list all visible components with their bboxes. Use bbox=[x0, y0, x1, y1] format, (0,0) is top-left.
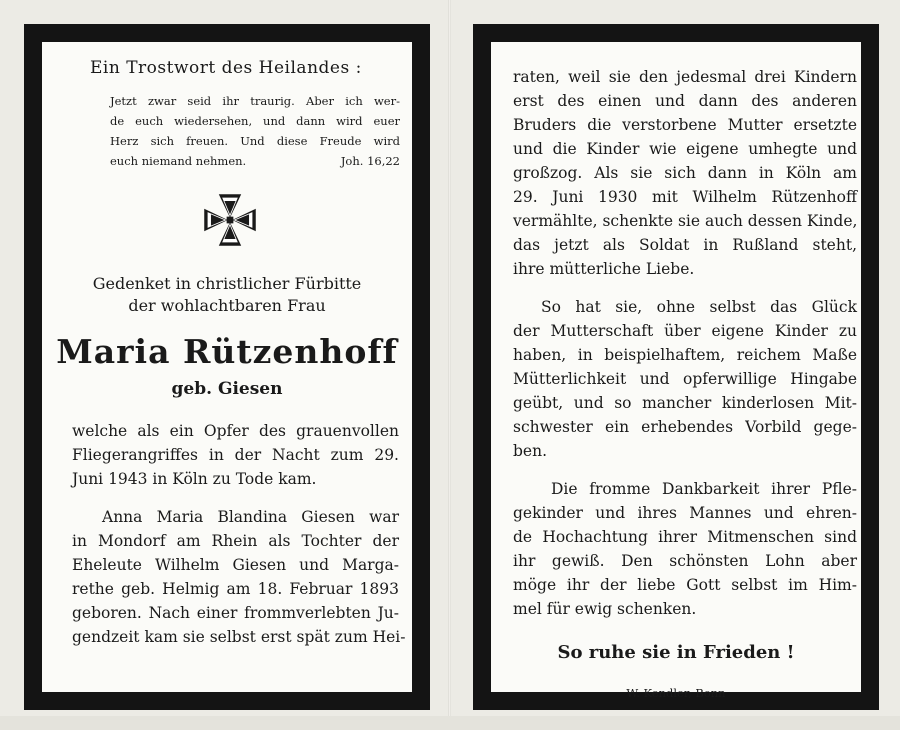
body-line: großzog. Als sie sich dann in Köln am bbox=[513, 164, 857, 182]
left-card-page bbox=[42, 42, 412, 692]
bio-line: Anna Maria Blandina Giesen war bbox=[102, 508, 399, 526]
body-line: gekinder und ihres Mannes und ehren- bbox=[513, 504, 857, 522]
body-line: ben. bbox=[513, 442, 548, 460]
body-line: der Mutterschaft über eigene Kinder zu bbox=[513, 322, 857, 340]
body-line: vermählte, schenkte sie auch dessen Kinde, bbox=[513, 212, 858, 230]
death-line: Juni 1943 in Köln zu Tode kam. bbox=[72, 470, 317, 488]
iron-cross-icon bbox=[202, 192, 258, 248]
card-fold bbox=[448, 0, 451, 730]
printer-credit: W. Kendler, Bonn bbox=[626, 686, 726, 700]
body-line: Bruders die verstorbene Mutter ersetzte bbox=[513, 116, 857, 134]
bio-line: gendzeit kam sie selbst erst spät zum Hei- bbox=[72, 628, 406, 646]
death-line: Fliegerangriffes in der Nacht zum 29. bbox=[72, 446, 399, 464]
body-line: 29. Juni 1930 mit Wilhelm Rützenhoff bbox=[513, 188, 857, 206]
maiden-name: geb. Giesen bbox=[171, 379, 283, 399]
right-card-border bbox=[473, 24, 879, 710]
body-line: haben, in beispielhaftem, reichem Maße bbox=[513, 346, 857, 364]
closing-blessing: So ruhe sie in Frieden ! bbox=[557, 642, 795, 663]
body-line: Mütterlichkeit und opferwillige Hingabe bbox=[513, 370, 857, 388]
body-line: schwester ein erhebendes Vorbild gege- bbox=[513, 418, 857, 436]
bio-line: in Mondorf am Rhein als Tochter der bbox=[72, 532, 399, 550]
deceased-name: Maria Rützenhoff bbox=[56, 332, 398, 371]
scripture-heading: Ein Trostwort des Heilandes : bbox=[90, 58, 362, 78]
card-bottom-edge bbox=[0, 716, 900, 730]
body-line: ihr gewiß. Den schönsten Lohn aber bbox=[513, 552, 857, 570]
scripture-line: Herz sich freuen. Und diese Freude wird bbox=[110, 134, 400, 148]
body-line: erst des einen und dann des anderen bbox=[513, 92, 857, 110]
body-line: ihre mütterliche Liebe. bbox=[513, 260, 695, 278]
left-card-border bbox=[24, 24, 430, 710]
scripture-line: Jetzt zwar seid ihr traurig. Aber ich wer- bbox=[110, 94, 400, 108]
body-line: So hat sie, ohne selbst das Glück bbox=[541, 298, 857, 316]
body-line: und die Kinder wie eigene umhegte und bbox=[513, 140, 857, 158]
intro-line: der wohlachtbaren Frau bbox=[128, 296, 326, 315]
bio-line: Eheleute Wilhelm Giesen und Marga- bbox=[72, 556, 399, 574]
right-card-page bbox=[491, 42, 861, 700]
intro-line: Gedenket in christlicher Fürbitte bbox=[92, 274, 362, 293]
death-line: welche als ein Opfer des grauenvollen bbox=[72, 422, 399, 440]
body-line: de Hochachtung ihrer Mitmenschen sind bbox=[513, 528, 857, 546]
scripture-line-last bbox=[110, 154, 400, 168]
body-line: möge ihr der liebe Gott selbst im Him- bbox=[513, 576, 857, 594]
body-line: Die fromme Dankbarkeit ihrer Pfle- bbox=[551, 480, 857, 498]
scripture-line: de euch wiedersehen, und dann wird euer bbox=[110, 114, 400, 128]
bio-line: rethe geb. Helmig am 18. Februar 1893 bbox=[72, 580, 399, 598]
body-line: geübt, und so mancher kinderlosen Mit- bbox=[513, 394, 857, 412]
bio-line: geboren. Nach einer frommverlebten Ju- bbox=[72, 604, 399, 622]
body-line: das jetzt als Soldat in Rußland steht, bbox=[513, 236, 857, 254]
body-line: mel für ewig schenken. bbox=[513, 600, 697, 618]
scripture-line: euch niemand nehmen. bbox=[110, 154, 247, 168]
scripture-reference: Joh. 16,22 bbox=[340, 154, 400, 168]
body-line: raten, weil sie den jedesmal drei Kindern bbox=[513, 68, 857, 86]
